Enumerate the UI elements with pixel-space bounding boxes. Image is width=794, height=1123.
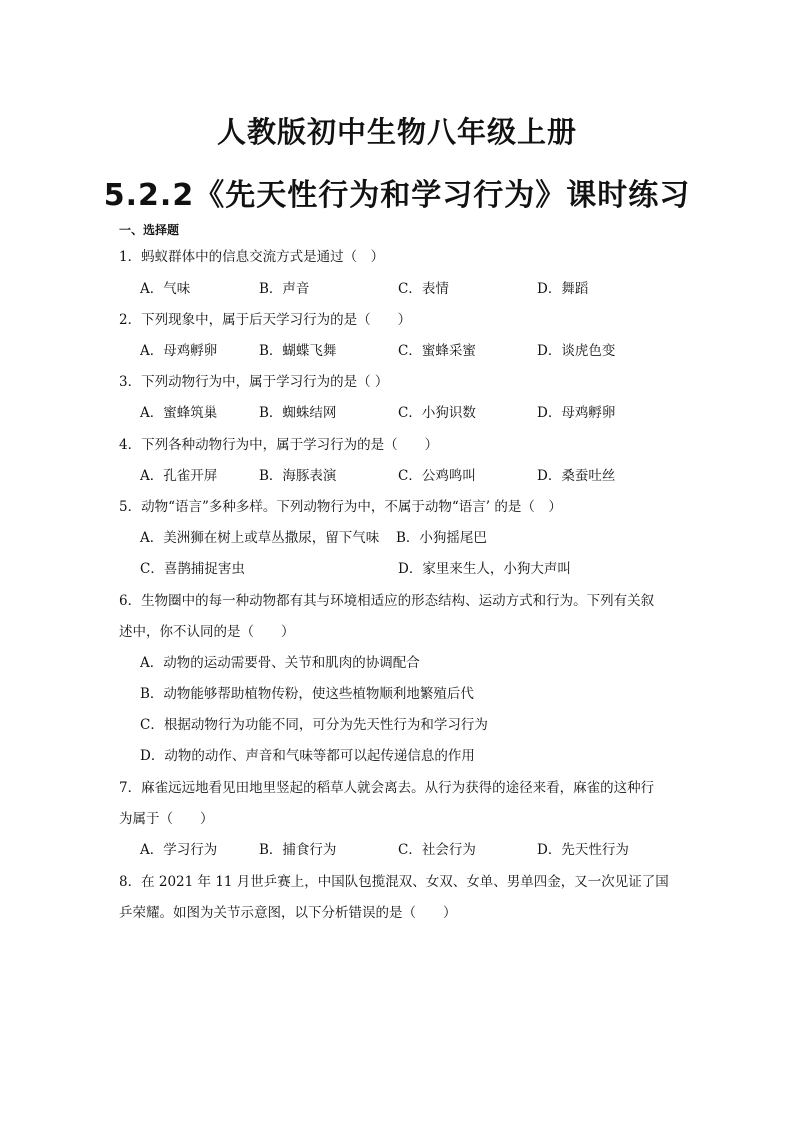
question-2-option-a: A．母鸡孵卵: [140, 343, 218, 359]
question-4-option-a: A．孔雀开屏: [140, 468, 218, 484]
question-6-text-line-1: 6．生物圈中的每一种动物都有其与环境相适应的形态结构、运动方式和行为。下列有关叙: [119, 593, 655, 609]
question-3-option-d: D．母鸡孵卵: [537, 405, 616, 421]
section-heading: 一、选择题: [119, 223, 180, 237]
question-4-option-c: C．公鸡鸣叫: [398, 468, 476, 484]
question-1-option-a: A．气味: [140, 281, 191, 297]
question-8-text-line-1: 8．在 2021 年 11 月世乒赛上，中国队包揽混双、女双、女单、男单四金，又一次见证了国: [119, 874, 669, 890]
question-2-text: 2．下列现象中，属于后天学习行为的是（ ）: [119, 312, 412, 328]
question-4-text: 4．下列各种动物行为中，属于学习行为的是（ ）: [119, 437, 439, 453]
question-2-option-d: D．谈虎色变: [537, 343, 616, 359]
question-7-option-d: D．先天性行为: [537, 842, 629, 858]
question-7-option-b: B．捕食行为: [259, 842, 337, 858]
question-4-option-d: D．桑蚕吐丝: [537, 468, 616, 484]
question-1-option-d: D．舞蹈: [537, 281, 589, 297]
question-7-text-line-1: 7．麻雀远远地看见田地里竖起的稻草人就会离去。从行为获得的途径来看，麻雀的这种行: [119, 780, 655, 796]
question-3-option-a: A．蜜蜂筑巢: [140, 405, 218, 421]
question-5-option-d: D．家里来生人，小狗大声叫: [398, 561, 571, 577]
question-5-option-a: A．美洲狮在树上或草丛撒尿，留下气味: [140, 530, 380, 546]
lesson-title: 5.2.2《先天性行为和学习行为》课时练习: [103, 178, 691, 213]
question-6-option-c: C．根据动物行为功能不同，可分为先天性行为和学习行为: [140, 717, 488, 733]
question-6-option-b: B．动物能够帮助植物传粉，使这些植物顺利地繁殖后代: [140, 686, 474, 702]
question-5-text: 5．动物“语言”多种多样。下列动物行为中，不属于动物“语言’ 的是（ ）: [119, 499, 562, 515]
question-7-text-line-2: 为属于（ ）: [119, 811, 214, 827]
question-6-option-a: A．动物的运动需要骨、关节和肌肉的协调配合: [140, 655, 420, 671]
question-5-option-b: B．小狗摇尾巴: [396, 530, 487, 546]
question-6-option-d: D．动物的动作、声音和气味等都可以起传递信息的作用: [140, 748, 475, 764]
question-1-option-c: C．表情: [398, 281, 449, 297]
question-3-option-c: C．小狗识数: [398, 405, 476, 421]
question-7-option-c: C．社会行为: [398, 842, 476, 858]
question-6-text-line-2: 述中，你不认同的是（ ）: [119, 624, 295, 640]
question-1-option-b: B．声音: [259, 281, 310, 297]
question-5-option-c: C．喜鹊捕捉害虫: [140, 561, 245, 577]
question-8-text-line-2: 乒荣耀。如图为关节示意图，以下分析错误的是（ ）: [119, 905, 457, 921]
document-title: 人教版初中生物八年级上册: [216, 115, 577, 149]
question-4-option-b: B．海豚表演: [259, 468, 337, 484]
question-1-text: 1．蚂蚁群体中的信息交流方式是通过（ ）: [119, 249, 385, 265]
question-2-option-b: B．蝴蝶飞舞: [259, 343, 337, 359]
question-3-text: 3．下列动物行为中，属于学习行为的是（ ）: [119, 374, 389, 390]
question-2-option-c: C．蜜蜂采蜜: [398, 343, 476, 359]
question-7-option-a: A．学习行为: [140, 842, 218, 858]
question-3-option-b: B．蜘蛛结网: [259, 405, 337, 421]
